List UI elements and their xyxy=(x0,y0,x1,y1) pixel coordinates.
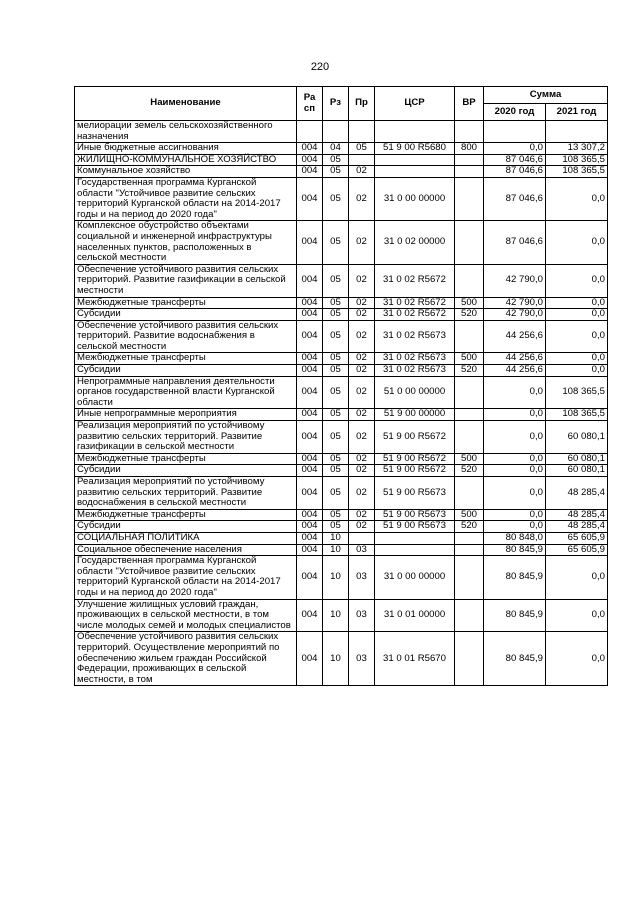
header-rz: Рз xyxy=(323,87,349,121)
table-row xyxy=(75,143,608,155)
header-sum: Сумма xyxy=(484,87,608,104)
cell-2021: 0,0 xyxy=(546,320,608,353)
cell-vr: 520 xyxy=(455,365,484,377)
cell-pr xyxy=(349,121,375,143)
cell-2021: 0,0 xyxy=(546,365,608,377)
table-row xyxy=(75,320,608,353)
cell-name: Обеспечение устойчивого развития сельских территорий. Развитие водоснабжения в сельской местности xyxy=(75,320,297,353)
cell-rz: 05 xyxy=(323,297,349,309)
cell-rasp: 004 xyxy=(297,409,323,421)
cell-rz: 05 xyxy=(323,376,349,409)
cell-2020: 80 845,9 xyxy=(484,556,546,599)
cell-2021: 108 365,5 xyxy=(546,166,608,178)
cell-rasp: 004 xyxy=(297,477,323,510)
cell-pr: 03 xyxy=(349,544,375,556)
cell-rasp: 004 xyxy=(297,544,323,556)
cell-2020: 87 046,6 xyxy=(484,166,546,178)
cell-name: Межбюджетные трансферты xyxy=(75,297,297,309)
cell-2020: 0,0 xyxy=(484,409,546,421)
header-rasp: Ра сп xyxy=(297,87,323,121)
cell-pr: 02 xyxy=(349,376,375,409)
cell-pr: 02 xyxy=(349,453,375,465)
cell-csr xyxy=(375,544,455,556)
cell-pr: 03 xyxy=(349,556,375,599)
cell-csr: 31 0 02 00000 xyxy=(375,221,455,264)
cell-name: Субсидии xyxy=(75,309,297,321)
table-row xyxy=(75,353,608,365)
table-row xyxy=(75,521,608,533)
cell-pr: 02 xyxy=(349,509,375,521)
cell-name: Субсидии xyxy=(75,521,297,533)
cell-name: Субсидии xyxy=(75,465,297,477)
cell-name: Комплексное обустройство объектами социальной и инженерной инфраструктуры населенных пунктов, расположенных в сельской местности xyxy=(75,221,297,264)
cell-rz: 05 xyxy=(323,320,349,353)
cell-2020: 87 046,6 xyxy=(484,177,546,220)
cell-vr xyxy=(455,177,484,220)
table-row xyxy=(75,421,608,454)
cell-pr: 02 xyxy=(349,521,375,533)
cell-2020: 42 790,0 xyxy=(484,297,546,309)
cell-name: Обеспечение устойчивого развития сельских территорий. Развитие газификации в сельской местности xyxy=(75,264,297,297)
cell-csr: 51 9 00 R5672 xyxy=(375,421,455,454)
cell-rz: 05 xyxy=(323,353,349,365)
cell-name: ЖИЛИЩНО-КОММУНАЛЬНОЕ ХОЗЯЙСТВО xyxy=(75,154,297,166)
cell-2021: 0,0 xyxy=(546,599,608,632)
cell-rz: 05 xyxy=(323,264,349,297)
cell-2020 xyxy=(484,121,546,143)
cell-rz: 05 xyxy=(323,177,349,220)
page-number: 220 xyxy=(310,61,330,73)
cell-2021: 13 307,2 xyxy=(546,143,608,155)
cell-2021: 60 080,1 xyxy=(546,421,608,454)
cell-vr: 500 xyxy=(455,509,484,521)
cell-csr xyxy=(375,121,455,143)
cell-pr: 05 xyxy=(349,143,375,155)
cell-rz: 10 xyxy=(323,556,349,599)
cell-rz: 05 xyxy=(323,154,349,166)
cell-rasp: 004 xyxy=(297,465,323,477)
cell-vr xyxy=(455,421,484,454)
cell-2021: 0,0 xyxy=(546,353,608,365)
cell-csr: 31 0 00 00000 xyxy=(375,177,455,220)
cell-2020: 42 790,0 xyxy=(484,309,546,321)
table-row xyxy=(75,264,608,297)
cell-pr: 02 xyxy=(349,309,375,321)
cell-csr: 31 0 02 R5673 xyxy=(375,353,455,365)
cell-2021: 0,0 xyxy=(546,264,608,297)
cell-pr: 02 xyxy=(349,297,375,309)
cell-2020: 44 256,6 xyxy=(484,353,546,365)
cell-2021: 108 365,5 xyxy=(546,376,608,409)
cell-rz: 05 xyxy=(323,309,349,321)
cell-pr xyxy=(349,532,375,544)
cell-2020: 80 845,9 xyxy=(484,599,546,632)
cell-2021: 65 605,9 xyxy=(546,532,608,544)
cell-name: Межбюджетные трансферты xyxy=(75,509,297,521)
cell-rz: 10 xyxy=(323,599,349,632)
table-row xyxy=(75,365,608,377)
cell-csr: 31 0 02 R5673 xyxy=(375,320,455,353)
cell-vr xyxy=(455,264,484,297)
table-row xyxy=(75,409,608,421)
cell-csr xyxy=(375,154,455,166)
cell-rz: 05 xyxy=(323,166,349,178)
table-row xyxy=(75,376,608,409)
table-row xyxy=(75,544,608,556)
cell-csr: 51 0 00 00000 xyxy=(375,376,455,409)
cell-2021: 108 365,5 xyxy=(546,409,608,421)
cell-rasp: 004 xyxy=(297,154,323,166)
cell-rasp: 004 xyxy=(297,453,323,465)
cell-rasp: 004 xyxy=(297,376,323,409)
table-row xyxy=(75,177,608,220)
table-header xyxy=(75,87,608,121)
cell-csr xyxy=(375,166,455,178)
cell-vr: 800 xyxy=(455,143,484,155)
cell-rz: 05 xyxy=(323,365,349,377)
cell-pr: 02 xyxy=(349,177,375,220)
cell-rz: 10 xyxy=(323,532,349,544)
header-vr: ВР xyxy=(455,87,484,121)
cell-name: Реализация мероприятий по устойчивому развитию сельских территорий. Развитие водоснабжения в сельской местности xyxy=(75,477,297,510)
cell-2021: 0,0 xyxy=(546,309,608,321)
cell-pr: 03 xyxy=(349,632,375,686)
cell-csr: 51 9 00 00000 xyxy=(375,409,455,421)
cell-2020: 42 790,0 xyxy=(484,264,546,297)
header-name: Наименование xyxy=(75,87,297,121)
cell-csr: 51 9 00 R5673 xyxy=(375,521,455,533)
cell-pr: 02 xyxy=(349,365,375,377)
table-row xyxy=(75,465,608,477)
cell-2021: 0,0 xyxy=(546,177,608,220)
cell-rz: 05 xyxy=(323,521,349,533)
cell-rz: 05 xyxy=(323,409,349,421)
cell-2020: 0,0 xyxy=(484,521,546,533)
header-year-2021: 2021 год xyxy=(546,104,608,121)
cell-2021: 60 080,1 xyxy=(546,465,608,477)
cell-name: Иные бюджетные ассигнования xyxy=(75,143,297,155)
cell-pr: 02 xyxy=(349,421,375,454)
cell-2021: 48 285,4 xyxy=(546,521,608,533)
table-row xyxy=(75,166,608,178)
cell-rasp: 004 xyxy=(297,421,323,454)
cell-csr: 51 9 00 R5672 xyxy=(375,465,455,477)
cell-pr xyxy=(349,154,375,166)
cell-vr xyxy=(455,532,484,544)
cell-2020: 0,0 xyxy=(484,453,546,465)
cell-vr xyxy=(455,632,484,686)
cell-2021 xyxy=(546,121,608,143)
cell-2021: 108 365,5 xyxy=(546,154,608,166)
cell-rz: 10 xyxy=(323,632,349,686)
cell-2020: 44 256,6 xyxy=(484,365,546,377)
cell-2020: 44 256,6 xyxy=(484,320,546,353)
cell-name: Государственная программа Курганской области "Устойчивое развитие сельских территорий Курганской области на 2014-2017 годы и на период до 2020 года" xyxy=(75,177,297,220)
cell-2021: 60 080,1 xyxy=(546,453,608,465)
table-row xyxy=(75,154,608,166)
cell-csr: 31 0 01 00000 xyxy=(375,599,455,632)
cell-pr: 02 xyxy=(349,221,375,264)
cell-rasp: 004 xyxy=(297,509,323,521)
cell-name: СОЦИАЛЬНАЯ ПОЛИТИКА xyxy=(75,532,297,544)
cell-2020: 87 046,6 xyxy=(484,221,546,264)
cell-vr: 500 xyxy=(455,353,484,365)
cell-vr: 520 xyxy=(455,521,484,533)
cell-vr: 500 xyxy=(455,453,484,465)
table-body xyxy=(75,121,608,686)
cell-rz: 05 xyxy=(323,421,349,454)
cell-name: Иные непрограммные мероприятия xyxy=(75,409,297,421)
cell-vr xyxy=(455,376,484,409)
cell-csr: 51 9 00 R5673 xyxy=(375,509,455,521)
table-row xyxy=(75,599,608,632)
cell-csr: 31 0 00 00000 xyxy=(375,556,455,599)
cell-name: мелиорации земель сельскохозяйственного назначения xyxy=(75,121,297,143)
cell-csr: 31 0 02 R5673 xyxy=(375,365,455,377)
cell-name: Государственная программа Курганской области "Устойчивое развитие сельских территорий Курганской области на 2014-2017 годы и на период до 2020 года" xyxy=(75,556,297,599)
cell-vr: 500 xyxy=(455,297,484,309)
cell-rasp: 004 xyxy=(297,353,323,365)
cell-rz: 05 xyxy=(323,465,349,477)
cell-pr: 02 xyxy=(349,409,375,421)
table-row xyxy=(75,556,608,599)
cell-2021: 0,0 xyxy=(546,297,608,309)
cell-vr xyxy=(455,477,484,510)
cell-2020: 80 848,0 xyxy=(484,532,546,544)
cell-rasp: 004 xyxy=(297,264,323,297)
cell-2020: 0,0 xyxy=(484,465,546,477)
cell-vr xyxy=(455,544,484,556)
cell-rz: 10 xyxy=(323,544,349,556)
cell-pr: 02 xyxy=(349,477,375,510)
cell-rasp xyxy=(297,121,323,143)
cell-2021: 48 285,4 xyxy=(546,509,608,521)
cell-rz: 05 xyxy=(323,509,349,521)
cell-2020: 87 046,6 xyxy=(484,154,546,166)
cell-csr: 31 0 02 R5672 xyxy=(375,309,455,321)
cell-rz: 05 xyxy=(323,477,349,510)
table-row xyxy=(75,309,608,321)
cell-2021: 0,0 xyxy=(546,556,608,599)
cell-pr: 02 xyxy=(349,353,375,365)
table-row xyxy=(75,632,608,686)
cell-csr: 31 0 01 R5670 xyxy=(375,632,455,686)
cell-pr: 02 xyxy=(349,166,375,178)
cell-rasp: 004 xyxy=(297,166,323,178)
cell-rz xyxy=(323,121,349,143)
budget-table xyxy=(74,86,608,686)
cell-pr: 02 xyxy=(349,465,375,477)
cell-rasp: 004 xyxy=(297,297,323,309)
cell-rasp: 004 xyxy=(297,532,323,544)
cell-2020: 0,0 xyxy=(484,421,546,454)
table-row xyxy=(75,221,608,264)
cell-rz: 05 xyxy=(323,453,349,465)
cell-name: Непрограммные направления деятельности органов государственной власти Курганской области xyxy=(75,376,297,409)
cell-rasp: 004 xyxy=(297,177,323,220)
cell-pr: 02 xyxy=(349,320,375,353)
cell-rasp: 004 xyxy=(297,521,323,533)
cell-csr: 51 9 00 R5680 xyxy=(375,143,455,155)
table-row xyxy=(75,477,608,510)
cell-2021: 0,0 xyxy=(546,221,608,264)
cell-vr xyxy=(455,320,484,353)
cell-2021: 48 285,4 xyxy=(546,477,608,510)
cell-name: Реализация мероприятий по устойчивому развитию сельских территорий. Развитие газификации в сельской местности xyxy=(75,421,297,454)
cell-name: Субсидии xyxy=(75,365,297,377)
cell-vr xyxy=(455,599,484,632)
cell-name: Межбюджетные трансферты xyxy=(75,353,297,365)
cell-rasp: 004 xyxy=(297,599,323,632)
cell-pr: 03 xyxy=(349,599,375,632)
cell-vr xyxy=(455,154,484,166)
header-pr: Пр xyxy=(349,87,375,121)
cell-csr: 51 9 00 R5673 xyxy=(375,477,455,510)
cell-name: Улучшение жилищных условий граждан, проживающих в сельской местности, в том числе молодых семей и молодых специалистов xyxy=(75,599,297,632)
table-row xyxy=(75,509,608,521)
header-year-2020: 2020 год xyxy=(484,104,546,121)
cell-2021: 0,0 xyxy=(546,632,608,686)
cell-vr xyxy=(455,121,484,143)
cell-vr xyxy=(455,166,484,178)
cell-vr: 520 xyxy=(455,465,484,477)
cell-name: Межбюджетные трансферты xyxy=(75,453,297,465)
cell-rasp: 004 xyxy=(297,556,323,599)
cell-rasp: 004 xyxy=(297,143,323,155)
cell-csr xyxy=(375,532,455,544)
cell-2020: 0,0 xyxy=(484,509,546,521)
cell-rasp: 004 xyxy=(297,365,323,377)
cell-2020: 0,0 xyxy=(484,143,546,155)
table-row xyxy=(75,297,608,309)
cell-csr: 51 9 00 R5672 xyxy=(375,453,455,465)
cell-2021: 65 605,9 xyxy=(546,544,608,556)
table-row xyxy=(75,453,608,465)
cell-csr: 31 0 02 R5672 xyxy=(375,264,455,297)
cell-pr: 02 xyxy=(349,264,375,297)
header-csr: ЦСР xyxy=(375,87,455,121)
cell-vr: 520 xyxy=(455,309,484,321)
cell-rasp: 004 xyxy=(297,309,323,321)
cell-2020: 0,0 xyxy=(484,376,546,409)
cell-vr xyxy=(455,221,484,264)
cell-2020: 80 845,9 xyxy=(484,632,546,686)
cell-vr xyxy=(455,409,484,421)
cell-vr xyxy=(455,556,484,599)
cell-csr: 31 0 02 R5672 xyxy=(375,297,455,309)
cell-rasp: 004 xyxy=(297,320,323,353)
cell-rz: 05 xyxy=(323,221,349,264)
cell-rasp: 004 xyxy=(297,632,323,686)
cell-rz: 04 xyxy=(323,143,349,155)
cell-2020: 80 845,9 xyxy=(484,544,546,556)
cell-rasp: 004 xyxy=(297,221,323,264)
cell-name: Коммунальное хозяйство xyxy=(75,166,297,178)
cell-2020: 0,0 xyxy=(484,477,546,510)
table-row xyxy=(75,121,608,143)
cell-name: Социальное обеспечение населения xyxy=(75,544,297,556)
cell-name: Обеспечение устойчивого развития сельских территорий. Осуществление мероприятий по обеспечению жильем граждан Российской Федерации, проживающих в сельской местности, в том xyxy=(75,632,297,686)
table-row xyxy=(75,532,608,544)
